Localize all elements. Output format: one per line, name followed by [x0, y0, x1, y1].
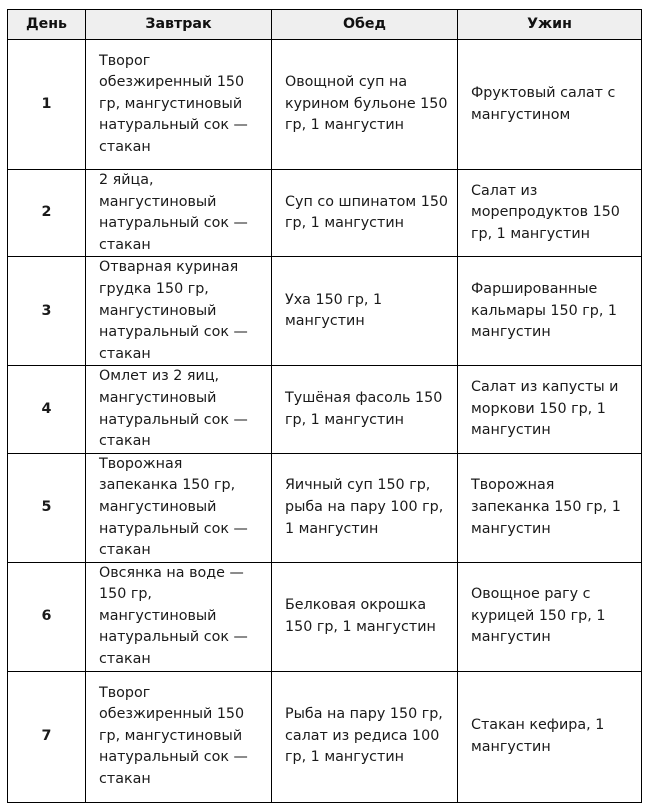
dinner-cell: Салат из капусты и моркови 150 гр, 1 мангустин: [458, 366, 642, 453]
lunch-cell: Суп со шпинатом 150 гр, 1 мангустин: [272, 170, 458, 257]
header-lunch: Обед: [272, 10, 458, 40]
lunch-cell: Яичный суп 150 гр, рыба на пару 100 гр, 1 мангустин: [272, 453, 458, 562]
lunch-cell: Тушёная фасоль 150 гр, 1 мангустин: [272, 366, 458, 453]
table-row: [8, 562, 642, 671]
lunch-cell: Овощной суп на курином бульоне 150 гр, 1 мангустин: [272, 40, 458, 170]
table-row: [8, 366, 642, 453]
day-cell: 1: [8, 40, 86, 170]
breakfast-cell: Творожная запеканка 150 гр, мангустиновый натуральный сок — стакан: [86, 453, 272, 562]
dinner-cell: Стакан кефира, 1 мангустин: [458, 671, 642, 802]
breakfast-cell: Омлет из 2 яиц, мангустиновый натуральный сок — стакан: [86, 366, 272, 453]
lunch-cell: Рыба на пару 150 гр, салат из редиса 100 гр, 1 мангустин: [272, 671, 458, 802]
day-cell: 6: [8, 562, 86, 671]
table-row: [8, 40, 642, 170]
breakfast-cell: Творог обезжиренный 150 гр, мангустиновый натуральный сок — стакан: [86, 40, 272, 170]
dinner-cell: Фруктовый салат с мангустином: [458, 40, 642, 170]
dinner-cell: Салат из морепродуктов 150 гр, 1 мангустин: [458, 170, 642, 257]
day-cell: 5: [8, 453, 86, 562]
day-cell: 7: [8, 671, 86, 802]
header-dinner: Ужин: [458, 10, 642, 40]
table-row: [8, 671, 642, 802]
header-day: День: [8, 10, 86, 40]
diet-menu-table: [7, 9, 642, 803]
table-row: [8, 257, 642, 366]
dinner-cell: Овощное рагу с курицей 150 гр, 1 мангустин: [458, 562, 642, 671]
breakfast-cell: 2 яйца, мангустиновый натуральный сок — стакан: [86, 170, 272, 257]
day-cell: 3: [8, 257, 86, 366]
breakfast-cell: Творог обезжиренный 150 гр, мангустиновый натуральный сок — стакан: [86, 671, 272, 802]
table-row: [8, 170, 642, 257]
dinner-cell: Фаршированные кальмары 150 гр, 1 мангустин: [458, 257, 642, 366]
breakfast-cell: Отварная куриная грудка 150 гр, мангустиновый натуральный сок — стакан: [86, 257, 272, 366]
lunch-cell: Белковая окрошка 150 гр, 1 мангустин: [272, 562, 458, 671]
table-row: [8, 453, 642, 562]
breakfast-cell: Овсянка на воде — 150 гр, мангустиновый натуральный сок — стакан: [86, 562, 272, 671]
day-cell: 4: [8, 366, 86, 453]
lunch-cell: Уха 150 гр, 1 мангустин: [272, 257, 458, 366]
day-cell: 2: [8, 170, 86, 257]
dinner-cell: Творожная запеканка 150 гр, 1 мангустин: [458, 453, 642, 562]
table-header-row: [8, 10, 642, 40]
header-breakfast: Завтрак: [86, 10, 272, 40]
